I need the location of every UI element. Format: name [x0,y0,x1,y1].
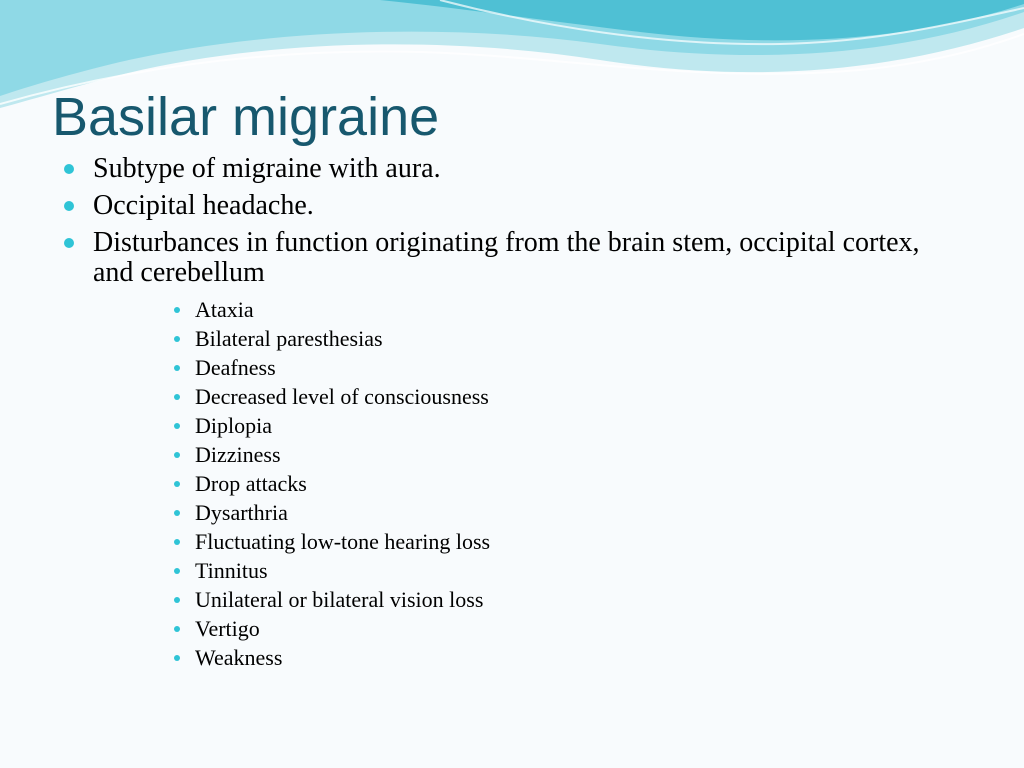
sub-bullet-text: Vertigo [195,616,260,641]
bullet-dot-icon [64,164,74,174]
sub-bullet-text: Dysarthria [195,500,288,525]
sub-bullet-item [172,353,490,382]
sub-bullet-text: Weakness [195,645,283,670]
sub-bullet-text: Drop attacks [195,471,307,496]
sub-bullet-item [172,527,490,556]
sub-bullet-dot-icon [174,568,180,574]
bullet-text: Subtype of migraine with aura. [93,153,441,184]
sub-bullet-text: Tinnitus [195,558,268,583]
sub-bullet-item [172,382,490,411]
main-bullet-list [62,154,962,288]
bullet-item [62,228,962,288]
sub-bullet-dot-icon [174,597,180,603]
sub-bullet-text: Diplopia [195,413,272,438]
sub-bullet-text: Fluctuating low-tone hearing loss [195,529,491,554]
sub-bullet-dot-icon [174,481,180,487]
sub-bullet-dot-icon [174,394,180,400]
bullet-dot-icon [64,201,74,211]
bullet-item [62,154,962,184]
symptom-sub-list [172,295,490,672]
sub-bullet-dot-icon [174,655,180,661]
sub-bullet-dot-icon [174,423,180,429]
sub-bullet-text: Bilateral paresthesias [195,326,383,351]
sub-bullet-dot-icon [174,307,180,313]
sub-bullet-item [172,556,490,585]
sub-bullet-text: Dizziness [195,442,281,467]
sub-bullet-item [172,440,490,469]
sub-bullet-item [172,614,490,643]
sub-bullet-dot-icon [174,510,180,516]
sub-bullet-dot-icon [174,539,180,545]
sub-bullet-text: Deafness [195,355,276,380]
sub-bullet-dot-icon [174,452,180,458]
sub-bullet-item [172,295,490,324]
sub-bullet-text: Ataxia [195,297,254,322]
sub-bullet-item [172,498,490,527]
bullet-text: Occipital headache. [93,190,314,221]
slide-content [62,154,962,295]
sub-bullet-item [172,469,490,498]
sub-bullet-dot-icon [174,626,180,632]
sub-bullet-dot-icon [174,365,180,371]
sub-bullet-item [172,643,490,672]
sub-bullet-item [172,324,490,353]
sub-bullet-dot-icon [174,336,180,342]
sub-bullet-item [172,585,490,614]
bullet-dot-icon [64,238,74,248]
bullet-item [62,191,962,221]
sub-bullet-text: Unilateral or bilateral vision loss [195,587,484,612]
sub-bullet-item [172,411,490,440]
bullet-text: Disturbances in function originating from the brain stem, occipital cortex, and cerebellum [93,227,920,288]
sub-bullet-text: Decreased level of consciousness [195,384,489,409]
slide-title: Basilar migraine [52,87,440,147]
